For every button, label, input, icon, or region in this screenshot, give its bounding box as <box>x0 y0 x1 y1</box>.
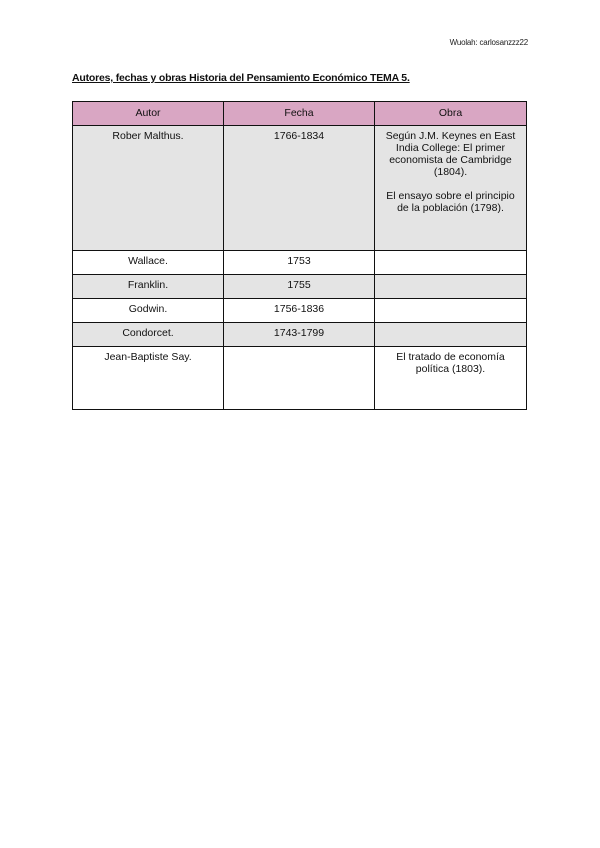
header-fecha: Fecha <box>224 102 375 126</box>
obra-text: El ensayo sobre el principio de la población (1798). <box>386 190 515 214</box>
table-row <box>73 275 527 299</box>
cell-fecha: 1755 <box>224 275 375 299</box>
table-row <box>73 251 527 275</box>
header-autor: Autor <box>73 102 224 126</box>
watermark: Wuolah: carlosanzzz22 <box>449 38 528 47</box>
cell-fecha: 1756-1836 <box>224 299 375 323</box>
cell-obra <box>375 251 527 275</box>
cell-fecha: 1743-1799 <box>224 323 375 347</box>
cell-obra <box>375 323 527 347</box>
table-row <box>73 323 527 347</box>
cell-obra <box>375 299 527 323</box>
cell-autor: Franklin. <box>73 275 224 299</box>
table-row <box>73 299 527 323</box>
cell-autor: Condorcet. <box>73 323 224 347</box>
cell-obra <box>375 275 527 299</box>
table-header-row <box>73 102 527 126</box>
cell-fecha: 1753 <box>224 251 375 275</box>
cell-autor: Wallace. <box>73 251 224 275</box>
document-title: Autores, fechas y obras Historia del Pensamiento Económico TEMA 5. <box>72 72 410 84</box>
cell-fecha <box>224 347 375 410</box>
cell-fecha: 1766-1834 <box>224 126 375 251</box>
cell-autor: Jean-Baptiste Say. <box>73 347 224 410</box>
table-row <box>73 347 527 410</box>
table-row <box>73 126 527 251</box>
header-obra: Obra <box>375 102 527 126</box>
cell-obra <box>375 347 527 410</box>
cell-autor: Godwin. <box>73 299 224 323</box>
obra-text: Según J.M. Keynes en East India College: El primer economista de Cambridge (1804). <box>385 130 516 178</box>
authors-table <box>72 101 527 410</box>
cell-autor: Rober Malthus. <box>73 126 224 251</box>
cell-obra <box>375 126 527 251</box>
obra-text: El tratado de economía política (1803). <box>396 351 505 375</box>
